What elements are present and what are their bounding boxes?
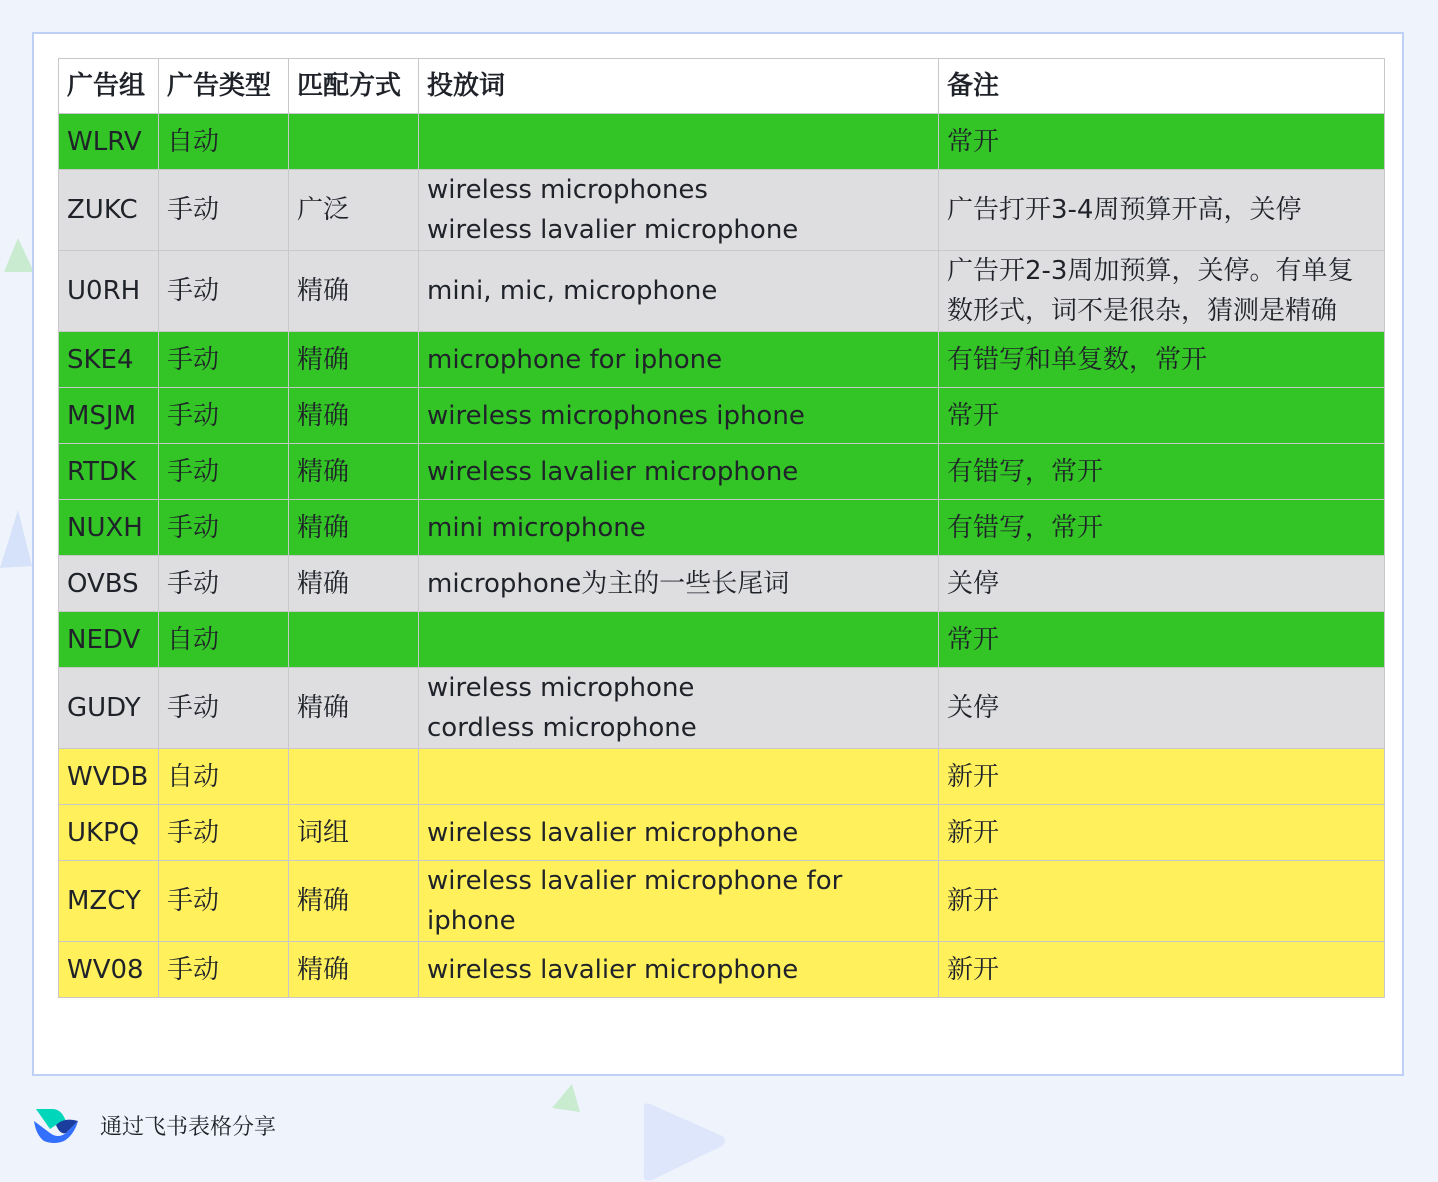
match-type-cell[interactable]: 精确 [289, 556, 419, 612]
ad-type-cell[interactable]: 手动 [159, 861, 289, 942]
note-cell[interactable]: 常开 [939, 388, 1385, 444]
table-row [59, 114, 1385, 170]
note-cell[interactable]: 广告开2-3周加预算，关停。有单复数形式，词不是很杂，猜测是精确 [939, 251, 1385, 332]
note-cell[interactable]: 有错写，常开 [939, 444, 1385, 500]
sheet-card [32, 32, 1404, 1076]
note-cell[interactable]: 有错写，常开 [939, 500, 1385, 556]
match-type-cell[interactable]: 精确 [289, 332, 419, 388]
note-cell[interactable]: 有错写和单复数，常开 [939, 332, 1385, 388]
ad-type-cell[interactable]: 自动 [159, 114, 289, 170]
ad-group-cell[interactable]: MZCY [59, 861, 159, 942]
match-type-cell[interactable]: 精确 [289, 500, 419, 556]
ad-group-cell[interactable]: MSJM [59, 388, 159, 444]
table-row [59, 500, 1385, 556]
ad-group-cell[interactable]: RTDK [59, 444, 159, 500]
ad-type-cell[interactable]: 手动 [159, 668, 289, 749]
ad-group-cell[interactable]: NUXH [59, 500, 159, 556]
table-row [59, 388, 1385, 444]
table-row [59, 612, 1385, 668]
column-header[interactable]: 广告组 [59, 59, 159, 114]
ad-group-table [58, 58, 1385, 998]
ad-type-cell[interactable]: 自动 [159, 612, 289, 668]
cell-line: cordless microphone [427, 713, 697, 743]
match-type-cell[interactable]: 精确 [289, 861, 419, 942]
ad-group-cell[interactable]: OVBS [59, 556, 159, 612]
keywords-cell[interactable] [419, 749, 939, 805]
note-cell[interactable]: 新开 [939, 861, 1385, 942]
table-row [59, 170, 1385, 251]
ad-group-cell[interactable]: U0RH [59, 251, 159, 332]
table-row [59, 942, 1385, 998]
ad-group-cell[interactable]: SKE4 [59, 332, 159, 388]
share-text: 通过飞书表格分享 [100, 1114, 277, 1140]
ad-group-cell[interactable]: GUDY [59, 668, 159, 749]
match-type-cell[interactable] [289, 749, 419, 805]
decor-triangle-icon [2, 236, 36, 276]
match-type-cell[interactable]: 精确 [289, 251, 419, 332]
note-cell[interactable]: 广告打开3-4周预算开高，关停 [939, 170, 1385, 251]
keywords-cell[interactable]: mini, mic, microphone [419, 251, 939, 332]
keywords-cell[interactable]: microphone for iphone [419, 332, 939, 388]
ad-type-cell[interactable]: 手动 [159, 805, 289, 861]
ad-group-cell[interactable]: NEDV [59, 612, 159, 668]
table-row [59, 556, 1385, 612]
note-cell[interactable]: 新开 [939, 805, 1385, 861]
decor-triangle-icon [0, 508, 34, 570]
keywords-cell[interactable]: wireless lavalier microphone [419, 444, 939, 500]
note-cell[interactable]: 关停 [939, 668, 1385, 749]
match-type-cell[interactable]: 精确 [289, 388, 419, 444]
note-cell[interactable]: 新开 [939, 749, 1385, 805]
column-header[interactable]: 匹配方式 [289, 59, 419, 114]
table-row [59, 805, 1385, 861]
ad-type-cell[interactable]: 手动 [159, 942, 289, 998]
ad-type-cell[interactable]: 手动 [159, 251, 289, 332]
cell-line: wireless microphones [427, 175, 708, 205]
match-type-cell[interactable] [289, 114, 419, 170]
table-row [59, 668, 1385, 749]
cell-line: wireless microphone [427, 673, 695, 703]
feishu-logo-icon[interactable] [32, 1105, 80, 1145]
match-type-cell[interactable] [289, 612, 419, 668]
note-cell[interactable]: 关停 [939, 556, 1385, 612]
ad-group-cell[interactable]: WVDB [59, 749, 159, 805]
table-row [59, 861, 1385, 942]
ad-type-cell[interactable]: 手动 [159, 170, 289, 251]
ad-type-cell[interactable]: 手动 [159, 388, 289, 444]
match-type-cell[interactable]: 精确 [289, 942, 419, 998]
keywords-cell[interactable]: wireless lavalier microphone for iphone [419, 861, 939, 942]
table-row [59, 251, 1385, 332]
decor-triangle-icon [550, 1082, 584, 1114]
note-cell[interactable]: 新开 [939, 942, 1385, 998]
share-footer [32, 1100, 276, 1150]
ad-group-cell[interactable]: ZUKC [59, 170, 159, 251]
match-type-cell[interactable]: 精确 [289, 668, 419, 749]
header-row [59, 59, 1385, 114]
keywords-cell[interactable]: mini microphone [419, 500, 939, 556]
keywords-cell[interactable] [419, 612, 939, 668]
column-header[interactable]: 投放词 [419, 59, 939, 114]
keywords-cell[interactable]: microphone为主的一些长尾词 [419, 556, 939, 612]
note-cell[interactable]: 常开 [939, 114, 1385, 170]
keywords-cell[interactable] [419, 668, 939, 749]
cell-line: wireless lavalier microphone [427, 215, 799, 245]
decor-play-icon [638, 1102, 730, 1182]
ad-type-cell[interactable]: 自动 [159, 749, 289, 805]
match-type-cell[interactable]: 广泛 [289, 170, 419, 251]
ad-group-cell[interactable]: WLRV [59, 114, 159, 170]
table-row [59, 749, 1385, 805]
column-header[interactable]: 广告类型 [159, 59, 289, 114]
keywords-cell[interactable]: wireless lavalier microphone [419, 942, 939, 998]
column-header[interactable]: 备注 [939, 59, 1385, 114]
keywords-cell[interactable] [419, 170, 939, 251]
table-row [59, 444, 1385, 500]
ad-type-cell[interactable]: 手动 [159, 444, 289, 500]
keywords-cell[interactable] [419, 114, 939, 170]
ad-type-cell[interactable]: 手动 [159, 332, 289, 388]
note-cell[interactable]: 常开 [939, 612, 1385, 668]
table-row [59, 332, 1385, 388]
keywords-cell[interactable]: wireless lavalier microphone [419, 805, 939, 861]
ad-type-cell[interactable]: 手动 [159, 556, 289, 612]
ad-group-cell[interactable]: WV08 [59, 942, 159, 998]
ad-group-cell[interactable]: UKPQ [59, 805, 159, 861]
keywords-cell[interactable]: wireless microphones iphone [419, 388, 939, 444]
match-type-cell[interactable]: 词组 [289, 805, 419, 861]
table-body [59, 114, 1385, 998]
ad-type-cell[interactable]: 手动 [159, 500, 289, 556]
match-type-cell[interactable]: 精确 [289, 444, 419, 500]
